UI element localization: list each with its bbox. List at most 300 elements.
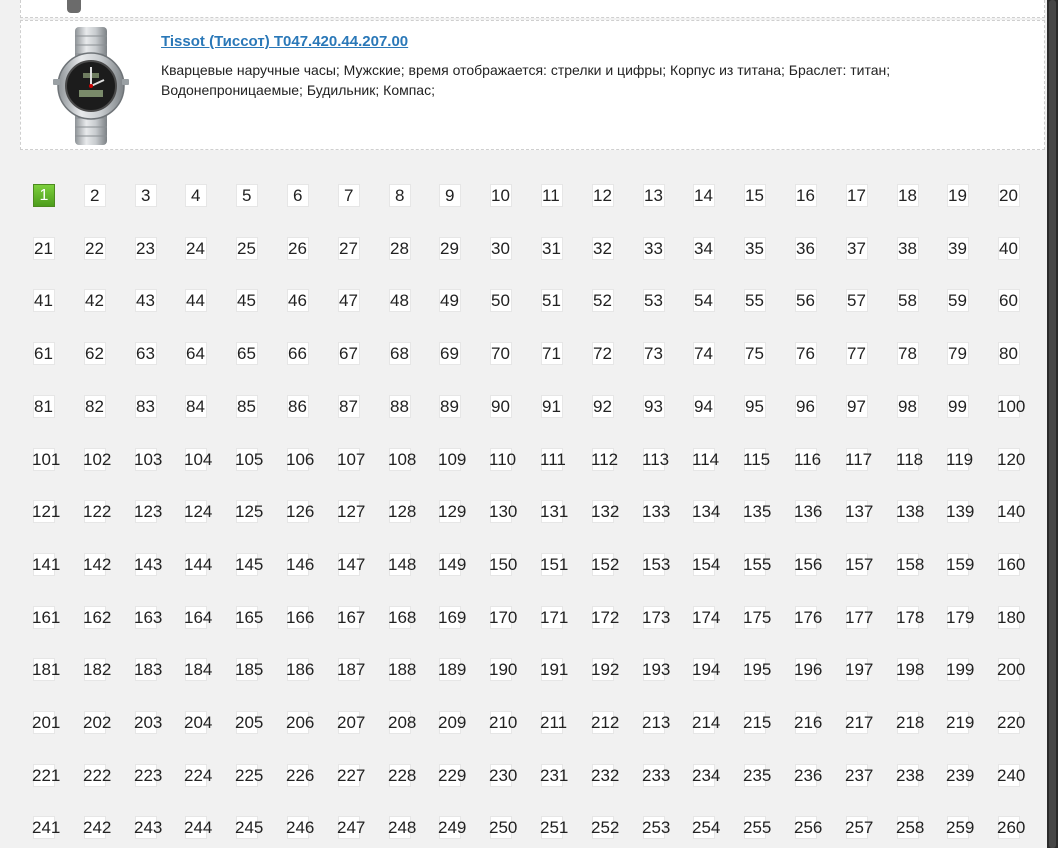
page-link[interactable] — [642, 606, 671, 629]
page-number: 151 — [540, 555, 569, 574]
page-link[interactable] — [591, 764, 620, 787]
page-link[interactable] — [896, 606, 925, 629]
page-number: 17 — [847, 186, 866, 205]
page-link[interactable] — [743, 553, 772, 576]
page-link[interactable] — [591, 448, 619, 471]
page-link[interactable] — [897, 237, 919, 260]
page-link[interactable] — [642, 816, 671, 839]
page-link[interactable] — [744, 237, 766, 260]
page-link[interactable] — [338, 237, 360, 260]
page-link[interactable] — [744, 289, 766, 312]
page-link[interactable] — [896, 711, 925, 734]
page-link[interactable] — [997, 658, 1026, 681]
page-link[interactable] — [235, 711, 264, 734]
scrollbar[interactable] — [1047, 0, 1058, 848]
page-link[interactable] — [32, 816, 61, 839]
page-link[interactable] — [643, 237, 665, 260]
page-link[interactable] — [592, 237, 614, 260]
page-number: 214 — [692, 713, 721, 732]
page-link[interactable] — [845, 553, 874, 576]
page-link[interactable] — [438, 764, 467, 787]
page-link[interactable] — [693, 342, 715, 365]
page-link[interactable] — [692, 500, 721, 523]
page-link[interactable] — [794, 448, 822, 471]
page-link[interactable] — [439, 342, 461, 365]
page-link[interactable] — [997, 606, 1026, 629]
scrollbar-thumb[interactable] — [1049, 0, 1056, 848]
page-link[interactable] — [185, 395, 207, 418]
page-link[interactable] — [642, 764, 671, 787]
page-link[interactable] — [794, 711, 823, 734]
page-link[interactable] — [946, 448, 974, 471]
page-link[interactable] — [184, 500, 213, 523]
page-link[interactable] — [795, 237, 817, 260]
page-link[interactable] — [997, 711, 1026, 734]
page-link[interactable] — [489, 658, 518, 681]
page-link[interactable] — [388, 764, 417, 787]
page-link[interactable] — [388, 711, 417, 734]
page-link[interactable] — [592, 395, 614, 418]
page-number: 187 — [337, 660, 366, 679]
page-number: 105 — [235, 450, 264, 469]
page-link[interactable] — [184, 658, 213, 681]
page-link[interactable] — [235, 606, 264, 629]
page-link[interactable] — [286, 448, 315, 471]
page-link[interactable] — [286, 500, 315, 523]
page-link[interactable] — [287, 342, 309, 365]
page-link[interactable] — [795, 342, 817, 365]
page-link[interactable] — [33, 342, 55, 365]
page-number: 42 — [85, 291, 104, 310]
previous-product-image[interactable] — [67, 0, 81, 13]
page-number: 94 — [694, 397, 713, 416]
page-link[interactable] — [286, 816, 315, 839]
page-link[interactable] — [540, 711, 568, 734]
page-link[interactable] — [744, 342, 766, 365]
page-link[interactable] — [184, 448, 213, 471]
page-link[interactable] — [896, 500, 925, 523]
page-link[interactable] — [388, 658, 417, 681]
page-link[interactable] — [337, 658, 366, 681]
page-link[interactable] — [134, 606, 163, 629]
page-link[interactable] — [439, 289, 461, 312]
page-number: 112 — [591, 450, 619, 469]
page-link[interactable] — [83, 606, 112, 629]
page-link[interactable] — [997, 764, 1026, 787]
page-link[interactable] — [438, 816, 467, 839]
page-current[interactable] — [33, 184, 55, 207]
page-link[interactable] — [84, 289, 106, 312]
page-link[interactable] — [388, 500, 417, 523]
page-link[interactable] — [184, 816, 213, 839]
page-link[interactable] — [337, 553, 366, 576]
page-link[interactable] — [743, 764, 772, 787]
page-link[interactable] — [439, 184, 461, 207]
page-link[interactable] — [845, 500, 874, 523]
page-link[interactable] — [185, 184, 207, 207]
page-link[interactable] — [693, 395, 715, 418]
page-link[interactable] — [84, 237, 106, 260]
page-link[interactable] — [337, 606, 366, 629]
page-link[interactable] — [184, 553, 213, 576]
page-link[interactable] — [897, 395, 919, 418]
page-link[interactable] — [337, 764, 366, 787]
page-link[interactable] — [947, 289, 969, 312]
page-link[interactable] — [896, 764, 925, 787]
page-number: 176 — [794, 608, 823, 627]
page-link[interactable] — [33, 395, 55, 418]
page-link[interactable] — [794, 606, 823, 629]
page-link[interactable] — [998, 342, 1020, 365]
page-number: 69 — [440, 344, 459, 363]
watch-image[interactable] — [49, 27, 133, 145]
page-link[interactable] — [235, 816, 264, 839]
page-link[interactable] — [184, 606, 213, 629]
page-link[interactable] — [338, 184, 360, 207]
page-link[interactable] — [897, 342, 919, 365]
page-link[interactable] — [845, 448, 873, 471]
page-number: 182 — [83, 660, 112, 679]
page-link[interactable] — [591, 658, 620, 681]
page-link[interactable] — [997, 500, 1026, 523]
page-link[interactable] — [540, 606, 569, 629]
page-link[interactable] — [489, 448, 517, 471]
page-link[interactable] — [337, 500, 366, 523]
page-link[interactable] — [643, 395, 665, 418]
page-link[interactable] — [998, 289, 1020, 312]
page-link[interactable] — [287, 237, 309, 260]
page-link[interactable] — [540, 658, 569, 681]
page-number: 233 — [642, 766, 671, 785]
page-link[interactable] — [439, 237, 461, 260]
page-link[interactable] — [947, 184, 969, 207]
page-link[interactable] — [84, 395, 106, 418]
page-link[interactable] — [489, 553, 518, 576]
page-link[interactable] — [134, 764, 163, 787]
page-number: 235 — [743, 766, 772, 785]
page-link[interactable] — [134, 816, 163, 839]
page-link[interactable] — [489, 816, 518, 839]
page-link[interactable] — [541, 289, 563, 312]
page-number: 166 — [286, 608, 315, 627]
page-link[interactable] — [389, 395, 411, 418]
page-link[interactable] — [540, 448, 566, 471]
page-link[interactable] — [134, 553, 163, 576]
page-number: 99 — [948, 397, 967, 416]
page-link[interactable] — [693, 289, 715, 312]
page-link[interactable] — [845, 606, 874, 629]
page-link[interactable] — [643, 289, 665, 312]
page-link[interactable] — [185, 289, 207, 312]
page-link[interactable] — [591, 606, 620, 629]
page-link[interactable] — [997, 395, 1026, 418]
page-link[interactable] — [896, 448, 924, 471]
page-link[interactable] — [388, 448, 417, 471]
page-number: 13 — [644, 186, 663, 205]
page-link[interactable] — [438, 448, 467, 471]
page-link[interactable] — [794, 500, 823, 523]
page-link[interactable] — [236, 395, 258, 418]
page-number: 217 — [845, 713, 874, 732]
page-link[interactable] — [286, 553, 315, 576]
page-link[interactable] — [896, 816, 925, 839]
page-link[interactable] — [946, 711, 975, 734]
page-link[interactable] — [388, 606, 417, 629]
page-link[interactable] — [947, 342, 969, 365]
page-link[interactable] — [489, 606, 518, 629]
page-link[interactable] — [135, 237, 157, 260]
page-link[interactable] — [84, 184, 106, 207]
page-link[interactable] — [692, 658, 721, 681]
page-link[interactable] — [692, 606, 721, 629]
page-link[interactable] — [643, 184, 665, 207]
page-number: 33 — [644, 239, 663, 258]
page-link[interactable] — [438, 711, 467, 734]
page-link[interactable] — [135, 184, 157, 207]
page-link[interactable] — [32, 500, 61, 523]
page-number: 208 — [388, 713, 417, 732]
page-link[interactable] — [541, 342, 563, 365]
page-link[interactable] — [235, 553, 264, 576]
page-number: 66 — [288, 344, 307, 363]
page-link[interactable] — [896, 553, 925, 576]
page-link[interactable] — [947, 237, 969, 260]
page-link[interactable] — [236, 342, 258, 365]
page-link[interactable] — [134, 711, 163, 734]
page-link[interactable] — [185, 237, 207, 260]
page-link[interactable] — [286, 764, 315, 787]
page-link[interactable] — [490, 184, 512, 207]
page-link[interactable] — [997, 553, 1026, 576]
page-number: 181 — [32, 660, 61, 679]
page-link[interactable] — [489, 711, 518, 734]
page-number: 253 — [642, 818, 671, 837]
page-link[interactable] — [744, 184, 766, 207]
page-link[interactable] — [743, 500, 772, 523]
page-link[interactable] — [33, 237, 55, 260]
page-link[interactable] — [692, 448, 720, 471]
page-link[interactable] — [134, 658, 163, 681]
page-link[interactable] — [846, 237, 868, 260]
page-link[interactable] — [337, 816, 366, 839]
page-number: 194 — [692, 660, 721, 679]
page-link[interactable] — [846, 289, 868, 312]
page-link[interactable] — [337, 711, 366, 734]
page-link[interactable] — [642, 711, 671, 734]
page-link[interactable] — [794, 816, 823, 839]
page-link[interactable] — [643, 342, 665, 365]
page-link[interactable] — [743, 658, 772, 681]
page-number: 204 — [184, 713, 213, 732]
page-link[interactable] — [845, 816, 874, 839]
page-link[interactable] — [592, 342, 614, 365]
page-link[interactable] — [236, 289, 258, 312]
page-link[interactable] — [541, 184, 563, 207]
page-link[interactable] — [795, 184, 817, 207]
page-link[interactable] — [235, 448, 264, 471]
page-link[interactable] — [845, 658, 874, 681]
page-link[interactable] — [946, 764, 975, 787]
page-link[interactable] — [489, 500, 518, 523]
page-number: 47 — [339, 291, 358, 310]
page-link[interactable] — [946, 816, 975, 839]
page-link[interactable] — [32, 764, 61, 787]
page-link[interactable] — [83, 658, 112, 681]
page-link[interactable] — [32, 606, 61, 629]
page-link[interactable] — [286, 658, 315, 681]
page-link[interactable] — [845, 711, 874, 734]
page-link[interactable] — [83, 764, 112, 787]
page-number: 103 — [134, 450, 163, 469]
page-link[interactable] — [388, 553, 417, 576]
page-link[interactable] — [338, 395, 360, 418]
page-number: 28 — [390, 239, 409, 258]
page-number: 171 — [540, 608, 569, 627]
page-link[interactable] — [946, 658, 975, 681]
page-link[interactable] — [236, 237, 258, 260]
page-number: 70 — [491, 344, 510, 363]
page-link[interactable] — [134, 500, 163, 523]
product-title-link[interactable]: Tissot (Тиссот) T047.420.44.207.00 — [161, 33, 409, 50]
page-link[interactable] — [135, 289, 157, 312]
page-link[interactable] — [184, 711, 213, 734]
page-link[interactable] — [743, 448, 771, 471]
page-link[interactable] — [135, 342, 157, 365]
page-link[interactable] — [743, 816, 772, 839]
page-link[interactable] — [692, 711, 721, 734]
page-link[interactable] — [997, 448, 1026, 471]
page-link[interactable] — [998, 237, 1020, 260]
page-link[interactable] — [693, 184, 715, 207]
page-link[interactable] — [83, 816, 112, 839]
page-link[interactable] — [389, 237, 411, 260]
page-link[interactable] — [287, 184, 309, 207]
page-link[interactable] — [591, 553, 620, 576]
page-link[interactable] — [32, 448, 61, 471]
page-link[interactable] — [236, 184, 258, 207]
page-number: 121 — [32, 502, 61, 521]
page-link[interactable] — [998, 184, 1020, 207]
page-link[interactable] — [287, 289, 309, 312]
page-link[interactable] — [897, 184, 919, 207]
page-link[interactable] — [642, 553, 671, 576]
page-link[interactable] — [540, 500, 569, 523]
page-link[interactable] — [592, 289, 614, 312]
page-number: 252 — [591, 818, 620, 837]
page-link[interactable] — [692, 764, 721, 787]
page-number: 53 — [644, 291, 663, 310]
page-link[interactable] — [591, 816, 620, 839]
page-link[interactable] — [794, 658, 823, 681]
page-link[interactable] — [83, 448, 112, 471]
page-link[interactable] — [286, 606, 315, 629]
page-link[interactable] — [592, 184, 614, 207]
page-link[interactable] — [490, 289, 512, 312]
page-link[interactable] — [184, 764, 213, 787]
page-link[interactable] — [134, 448, 163, 471]
page-link[interactable] — [591, 711, 620, 734]
page-link[interactable] — [540, 816, 569, 839]
page-link[interactable] — [692, 553, 721, 576]
page-link[interactable] — [185, 342, 207, 365]
page-link[interactable] — [846, 342, 868, 365]
page-number: 6 — [293, 186, 303, 205]
page-link[interactable] — [438, 658, 467, 681]
page-link[interactable] — [541, 237, 563, 260]
page-link[interactable] — [389, 342, 411, 365]
page-link[interactable] — [846, 184, 868, 207]
page-number: 54 — [694, 291, 713, 310]
page-link[interactable] — [540, 764, 569, 787]
page-link[interactable] — [490, 395, 512, 418]
page-link[interactable] — [692, 816, 721, 839]
page-link[interactable] — [591, 500, 620, 523]
page-link[interactable] — [287, 395, 309, 418]
page-link[interactable] — [795, 289, 817, 312]
page-link[interactable] — [946, 500, 975, 523]
page-link[interactable] — [83, 500, 112, 523]
page-link[interactable] — [388, 816, 417, 839]
page-link[interactable] — [337, 448, 366, 471]
page-link[interactable] — [32, 658, 61, 681]
page-link[interactable] — [438, 500, 467, 523]
page-link[interactable] — [490, 342, 512, 365]
page-link[interactable] — [489, 764, 518, 787]
page-link[interactable] — [946, 553, 975, 576]
page-link[interactable] — [83, 711, 112, 734]
page-link[interactable] — [84, 342, 106, 365]
page-link[interactable] — [743, 606, 772, 629]
page-link[interactable] — [947, 395, 969, 418]
page-link[interactable] — [845, 764, 874, 787]
page-link[interactable] — [795, 395, 817, 418]
page-link[interactable] — [439, 395, 461, 418]
page-link[interactable] — [490, 237, 512, 260]
page-link[interactable] — [235, 658, 264, 681]
page-link[interactable] — [743, 711, 772, 734]
page-link[interactable] — [338, 289, 360, 312]
page-link[interactable] — [32, 553, 61, 576]
page-link[interactable] — [896, 658, 925, 681]
page-number: 86 — [288, 397, 307, 416]
page-link[interactable] — [744, 395, 766, 418]
page-link[interactable] — [997, 816, 1026, 839]
page-link[interactable] — [693, 237, 715, 260]
page-link[interactable] — [642, 658, 671, 681]
page-link[interactable] — [235, 500, 264, 523]
page-link[interactable] — [338, 342, 360, 365]
page-link[interactable] — [32, 711, 61, 734]
page-link[interactable] — [794, 764, 823, 787]
page-link[interactable] — [235, 764, 264, 787]
page-link[interactable] — [541, 395, 563, 418]
page-link[interactable] — [642, 500, 671, 523]
page-link[interactable] — [83, 553, 112, 576]
page-link[interactable] — [897, 289, 919, 312]
page-link[interactable] — [33, 289, 55, 312]
page-link[interactable] — [286, 711, 315, 734]
page-link[interactable] — [389, 184, 411, 207]
page-link[interactable] — [540, 553, 569, 576]
page-link[interactable] — [846, 395, 868, 418]
page-link[interactable] — [135, 395, 157, 418]
page-link[interactable] — [438, 606, 467, 629]
page-link[interactable] — [794, 553, 823, 576]
page-link[interactable] — [438, 553, 467, 576]
page-link[interactable] — [946, 606, 975, 629]
page-link[interactable] — [642, 448, 670, 471]
page-link[interactable] — [389, 289, 411, 312]
